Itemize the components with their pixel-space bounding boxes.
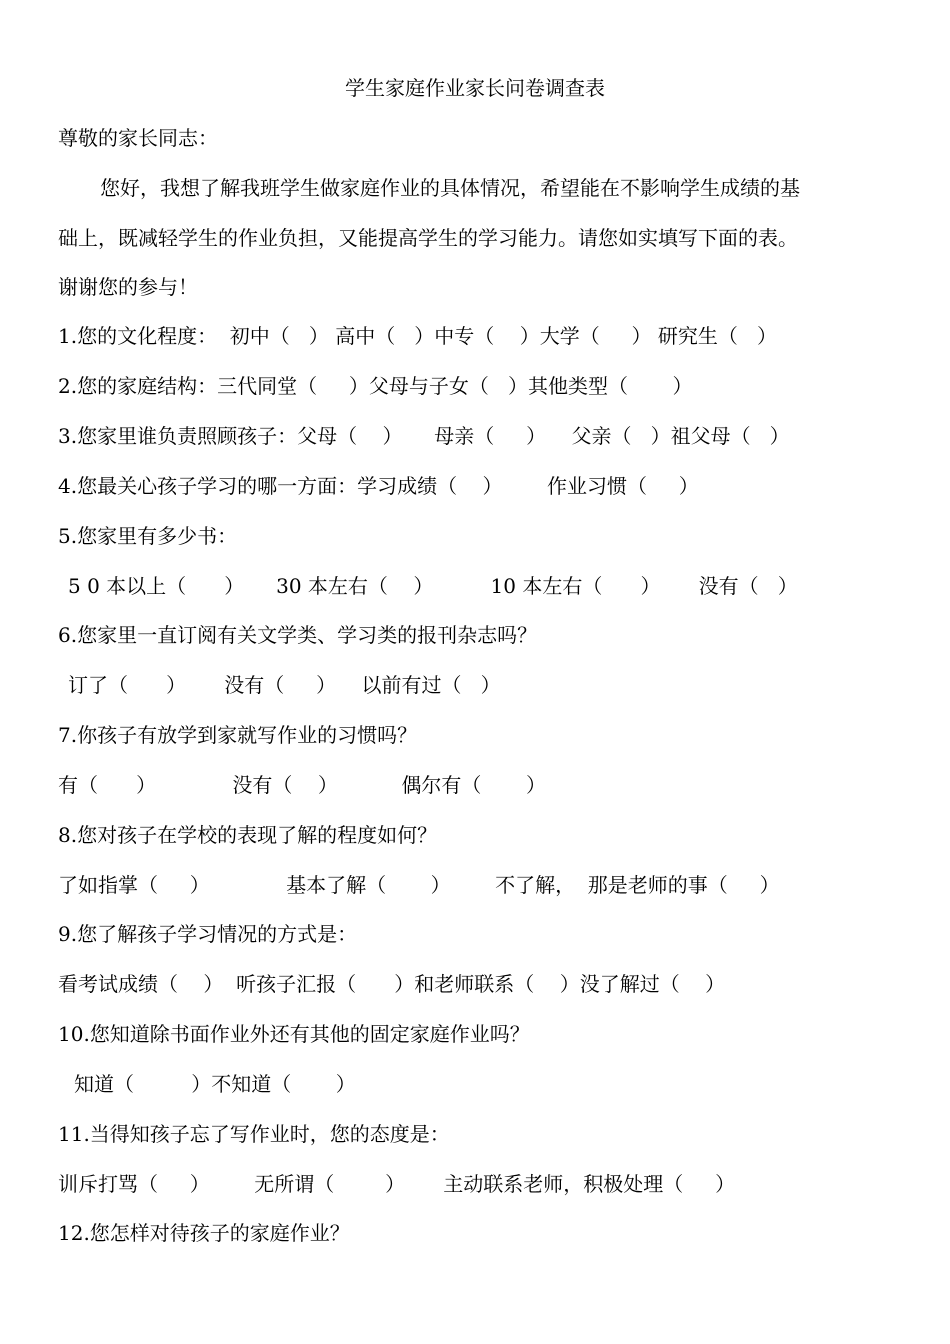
question-12: 12.您怎样对待孩子的家庭作业？: [58, 1221, 350, 1245]
question-5-options: 5 0 本以上（ ） 30 本左右（ ） 10 本左右（ ） 没有（ ）: [68, 574, 798, 598]
question-11-options: 训斥打骂（ ） 无所谓（ ） 主动联系老师，积极处理（ ）: [58, 1172, 736, 1196]
question-8: 8.您对孩子在学校的表现了解的程度如何？: [58, 823, 438, 847]
question-6-options: 订了（ ） 没有（ ） 以前有过（ ）: [68, 673, 501, 697]
question-7: 7.你孩子有放学到家就写作业的习惯吗？: [58, 723, 418, 747]
question-3: 3.您家里谁负责照顾孩子：父母（ ） 母亲（ ） 父亲（ ）祖父母（ ）: [58, 424, 790, 448]
question-9: 9.您了解孩子学习情况的方式是：: [58, 922, 358, 946]
page-title: 学生家庭作业家长问卷调查表: [345, 76, 605, 100]
question-2: 2.您的家庭结构：三代同堂（ ）父母与子女（ ）其他类型（ ）: [58, 374, 693, 398]
question-5: 5.您家里有多少书：: [58, 524, 238, 548]
question-10-options: 知道（ ）不知道（ ）: [74, 1072, 356, 1096]
question-6: 6.您家里一直订阅有关文学类、学习类的报刊杂志吗？: [58, 623, 538, 647]
question-1: 1.您的文化程度： 初中（ ） 高中（ ）中专（ ）大学（ ） 研究生（ ）: [58, 324, 777, 348]
question-9-options: 看考试成绩（ ） 听孩子汇报（ ）和老师联系（ ）没了解过（ ）: [58, 972, 726, 996]
intro-line-2: 础上，既减轻学生的作业负担，又能提高学生的学习能力。请您如实填写下面的表。: [58, 226, 798, 250]
question-7-options: 有（ ） 没有（ ） 偶尔有（ ）: [58, 773, 546, 797]
question-11: 11.当得知孩子忘了写作业时，您的态度是：: [58, 1122, 450, 1146]
question-8-options: 了如指掌（ ） 基本了解（ ） 不了解， 那是老师的事（ ）: [58, 873, 780, 897]
intro-line-1: 您好，我想了解我班学生做家庭作业的具体情况，希望能在不影响学生成绩的基: [100, 176, 800, 200]
greeting: 尊敬的家长同志：: [58, 126, 218, 150]
question-4: 4.您最关心孩子学习的哪一方面：学习成绩（ ） 作业习惯（ ）: [58, 474, 699, 498]
intro-line-3: 谢谢您的参与！: [58, 275, 198, 299]
question-10: 10.您知道除书面作业外还有其他的固定家庭作业吗？: [58, 1022, 530, 1046]
